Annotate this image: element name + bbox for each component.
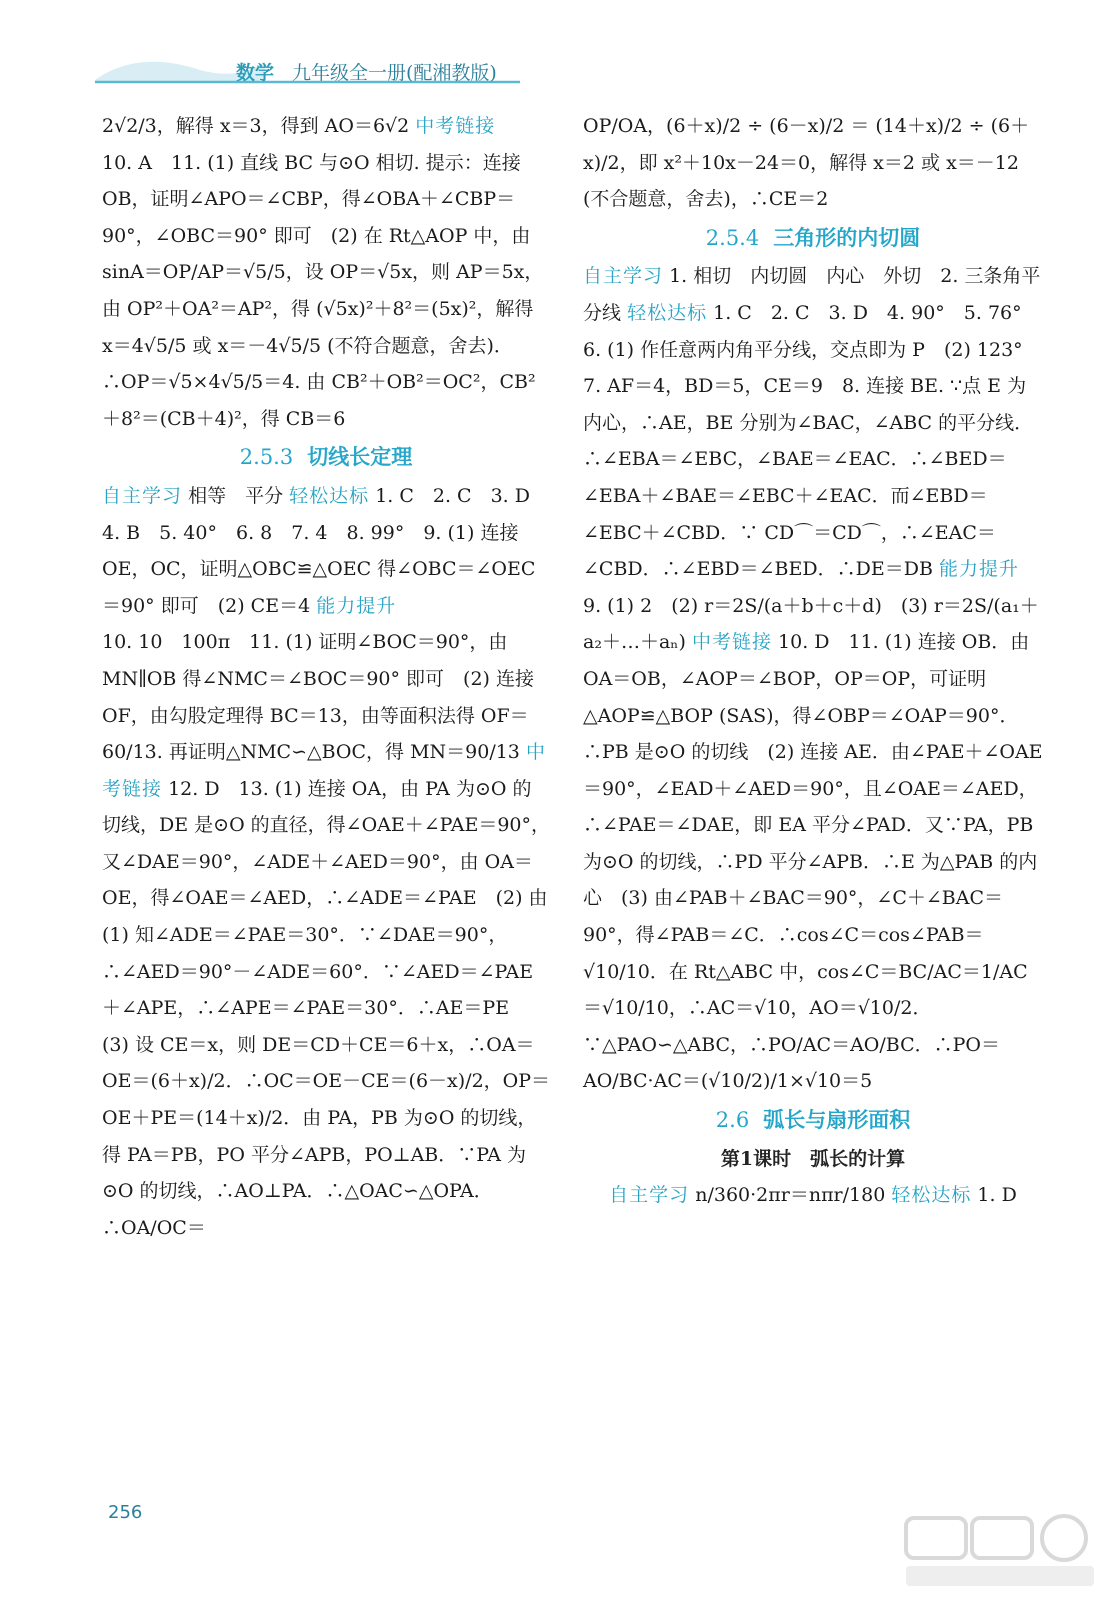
answer-text: 1. 相切 内切圆 内心 外切 2. 三条角平分线	[583, 265, 1041, 324]
watermark-logo	[900, 1512, 1100, 1592]
answer-text: 2√2/3，解得 x＝3，得到 AO＝6√2	[102, 115, 410, 137]
left-column	[102, 108, 550, 1246]
answer-text: 10. 10 100π 11. (1) 证明∠BOC＝90°，由 MN∥OB 得∠NMC＝∠BOC＝90° 即可 (2) 连接 OF，由勾股定理得 BC＝13，由等面积法得 OF＝60/13. 再证明△NMC∽△BOC，得 MN＝90/13	[102, 631, 534, 764]
section-title: 弧长与扇形面积	[763, 1107, 911, 1133]
lesson-title: 第1课时 弧长的计算	[720, 1147, 906, 1170]
answer-text: 10. D 11. (1) 连接 OB．由 OA＝OB，∠AOP＝∠BOP，OP＝OP，可证明△AOP≌△BOP (SAS)，得∠OBP＝∠OAP＝90°．∴PB 是⊙O 的切线 (2) 连接 AE．由∠PAE＋∠OAE＝90°，∠EAD＋∠AED＝90°，且∠OAE＝∠AED，∴∠PAE＝∠DAE，即 EA 平分∠PAD．又∵PA，PB 为⊙O 的切线，∴PD 平分∠APB．∴E 为△PAB 的内心 (3) 由∠PAB＋∠BAC＝90°，∠C＋∠BAC＝90°，得∠PAB＝∠C．∴cos∠C＝cos∠PAB＝√10/10．在 Rt△ABC 中，cos∠C＝BC/AC＝1/AC＝√10/10，∴AC＝√10，AO＝√10/2．∵△PAO∽△ABC，∴PO/AC＝AO/BC．∴PO＝AO/BC·AC＝(√10/2)/1×√10＝5	[583, 631, 1043, 1093]
answer-text: 12. D 13. (1) 连接 OA，由 PA 为⊙O 的切线，DE 是⊙O 的直径，得∠OAE＋∠PAE＝90°，又∠DAE＝90°，∠ADE＋∠AED＝90°，由 OA＝OE，得∠OAE＝∠AED，∴∠ADE＝∠PAE (2) 由 (1) 知∠ADE＝∠PAE＝30°．∵∠DAE＝90°，∴∠AED＝90°－∠ADE＝60°．∵∠AED＝∠PAE＋∠APE，∴∠APE＝∠PAE＝30°．∴AE＝PE (3) 设 CE＝x，则 DE＝CD＋CE＝6＋x，∴OA＝OE＝(6＋x)/2．∴OC＝OE－CE＝(6－x)/2，OP＝OE＋PE＝(14＋x)/2．由 PA，PB 为⊙O 的切线，得 PA＝PB，PO 平分∠APB，PO⊥AB．∵PA 为⊙O 的切线，∴AO⊥PA．∴△OAC∽△OPA．∴OA/OC＝	[102, 777, 551, 1239]
tag-zhongkao-link: 中考链接	[691, 631, 772, 654]
section-title: 三角形的内切圆	[773, 224, 921, 250]
tag-self-study: 自主学习	[609, 1184, 690, 1207]
section-number: 2.5.3	[239, 445, 294, 470]
section-number: 2.5.4	[705, 225, 760, 250]
tag-ability-improve: 能力提升	[316, 594, 397, 617]
answer-text: 1. C 2. C 3. D 4. 90° 5. 76° 6. (1) 作任意两内角平分线，交点即为 P (2) 123° 7. AF＝4，BD＝5，CE＝9 8. 连接 BE. ∵点 E 为内心，∴AE，BE 分别为∠BAC，∠ABC 的平分线．∴∠EBA＝∠EBC，∠BAE＝∠EAC．∴∠BED＝∠EBA＋∠BAE＝∠EBC＋∠EAC．而∠EBD＝∠EBC＋∠CBD．∵ CD⌒＝CD⌒，∴∠EAC＝∠CBD．∴∠EBD＝∠BED．∴DE＝DB	[583, 301, 1042, 581]
page-number: 256	[108, 1502, 143, 1523]
section-heading	[583, 1102, 1043, 1139]
tag-ability-improve: 能力提升	[938, 558, 1019, 581]
tag-self-study: 自主学习	[102, 484, 183, 507]
section-heading	[583, 220, 1043, 257]
tag-easy-standard: 轻松达标	[627, 301, 708, 324]
answer-text: OP/OA，(6＋x)/2 ÷ (6－x)/2 ＝ (14＋x)/2 ÷ (6＋x)/2，即 x²＋10x－24＝0，解得 x＝2 或 x＝－12 (不合题意，舍去)，∴CE＝2	[583, 115, 1030, 211]
section-title: 切线长定理	[307, 444, 413, 470]
section-heading	[102, 439, 550, 476]
tag-self-study: 自主学习	[583, 265, 664, 288]
tag-zhongkao-link: 中考链接	[102, 741, 546, 800]
tag-easy-standard: 轻松达标	[289, 484, 370, 507]
answer-text: 1. C 2. C 3. D 4. B 5. 40° 6. 8 7. 4 8. 99° 9. (1) 连接 OE，OC，证明△OBC≌△OEC 得∠OBC＝∠OEC＝90° 即可 (2) CE＝4	[102, 484, 550, 617]
subject-label: 数学	[236, 62, 275, 84]
header-wave-decoration	[0, 0, 1114, 90]
section-number: 2.6	[715, 1108, 750, 1133]
right-column	[583, 108, 1043, 1214]
answer-text: 相等 平分	[188, 484, 284, 507]
tag-easy-standard: 轻松达标	[891, 1184, 972, 1207]
tag-zhongkao-link: 中考链接	[415, 115, 496, 137]
answer-text: 10. A 11. (1) 直线 BC 与⊙O 相切. 提示：连接 OB，证明∠APO＝∠CBP，得∠OBA＋∠CBP＝90°，∠OBC＝90° 即可 (2) 在 Rt△AOP 中，由 sinA＝OP/AP＝√5/5，设 OP＝√5x，则 AP＝5x，由 OP²＋OA²＝AP²，得 (√5x)²＋8²＝(5x)²，解得 x＝4√5/5 或 x＝－4√5/5 (不符合题意，舍去)．∴OP＝√5×4√5/5＝4. 由 CB²＋OB²＝OC²，CB²＋8²＝(CB＋4)²，得 CB＝6	[102, 151, 544, 430]
answer-text: 9. (1) 2 (2) r＝2S/(a＋b＋c＋d) (3) r＝2S/(a₁＋a₂＋…＋aₙ)	[583, 594, 1039, 654]
grade-label: 九年级全一册(配湘教版)	[292, 62, 497, 84]
answer-text: n/360·2πr＝nπr/180	[695, 1184, 886, 1207]
page-header	[0, 0, 1114, 90]
answer-text: 1. D	[977, 1184, 1017, 1207]
